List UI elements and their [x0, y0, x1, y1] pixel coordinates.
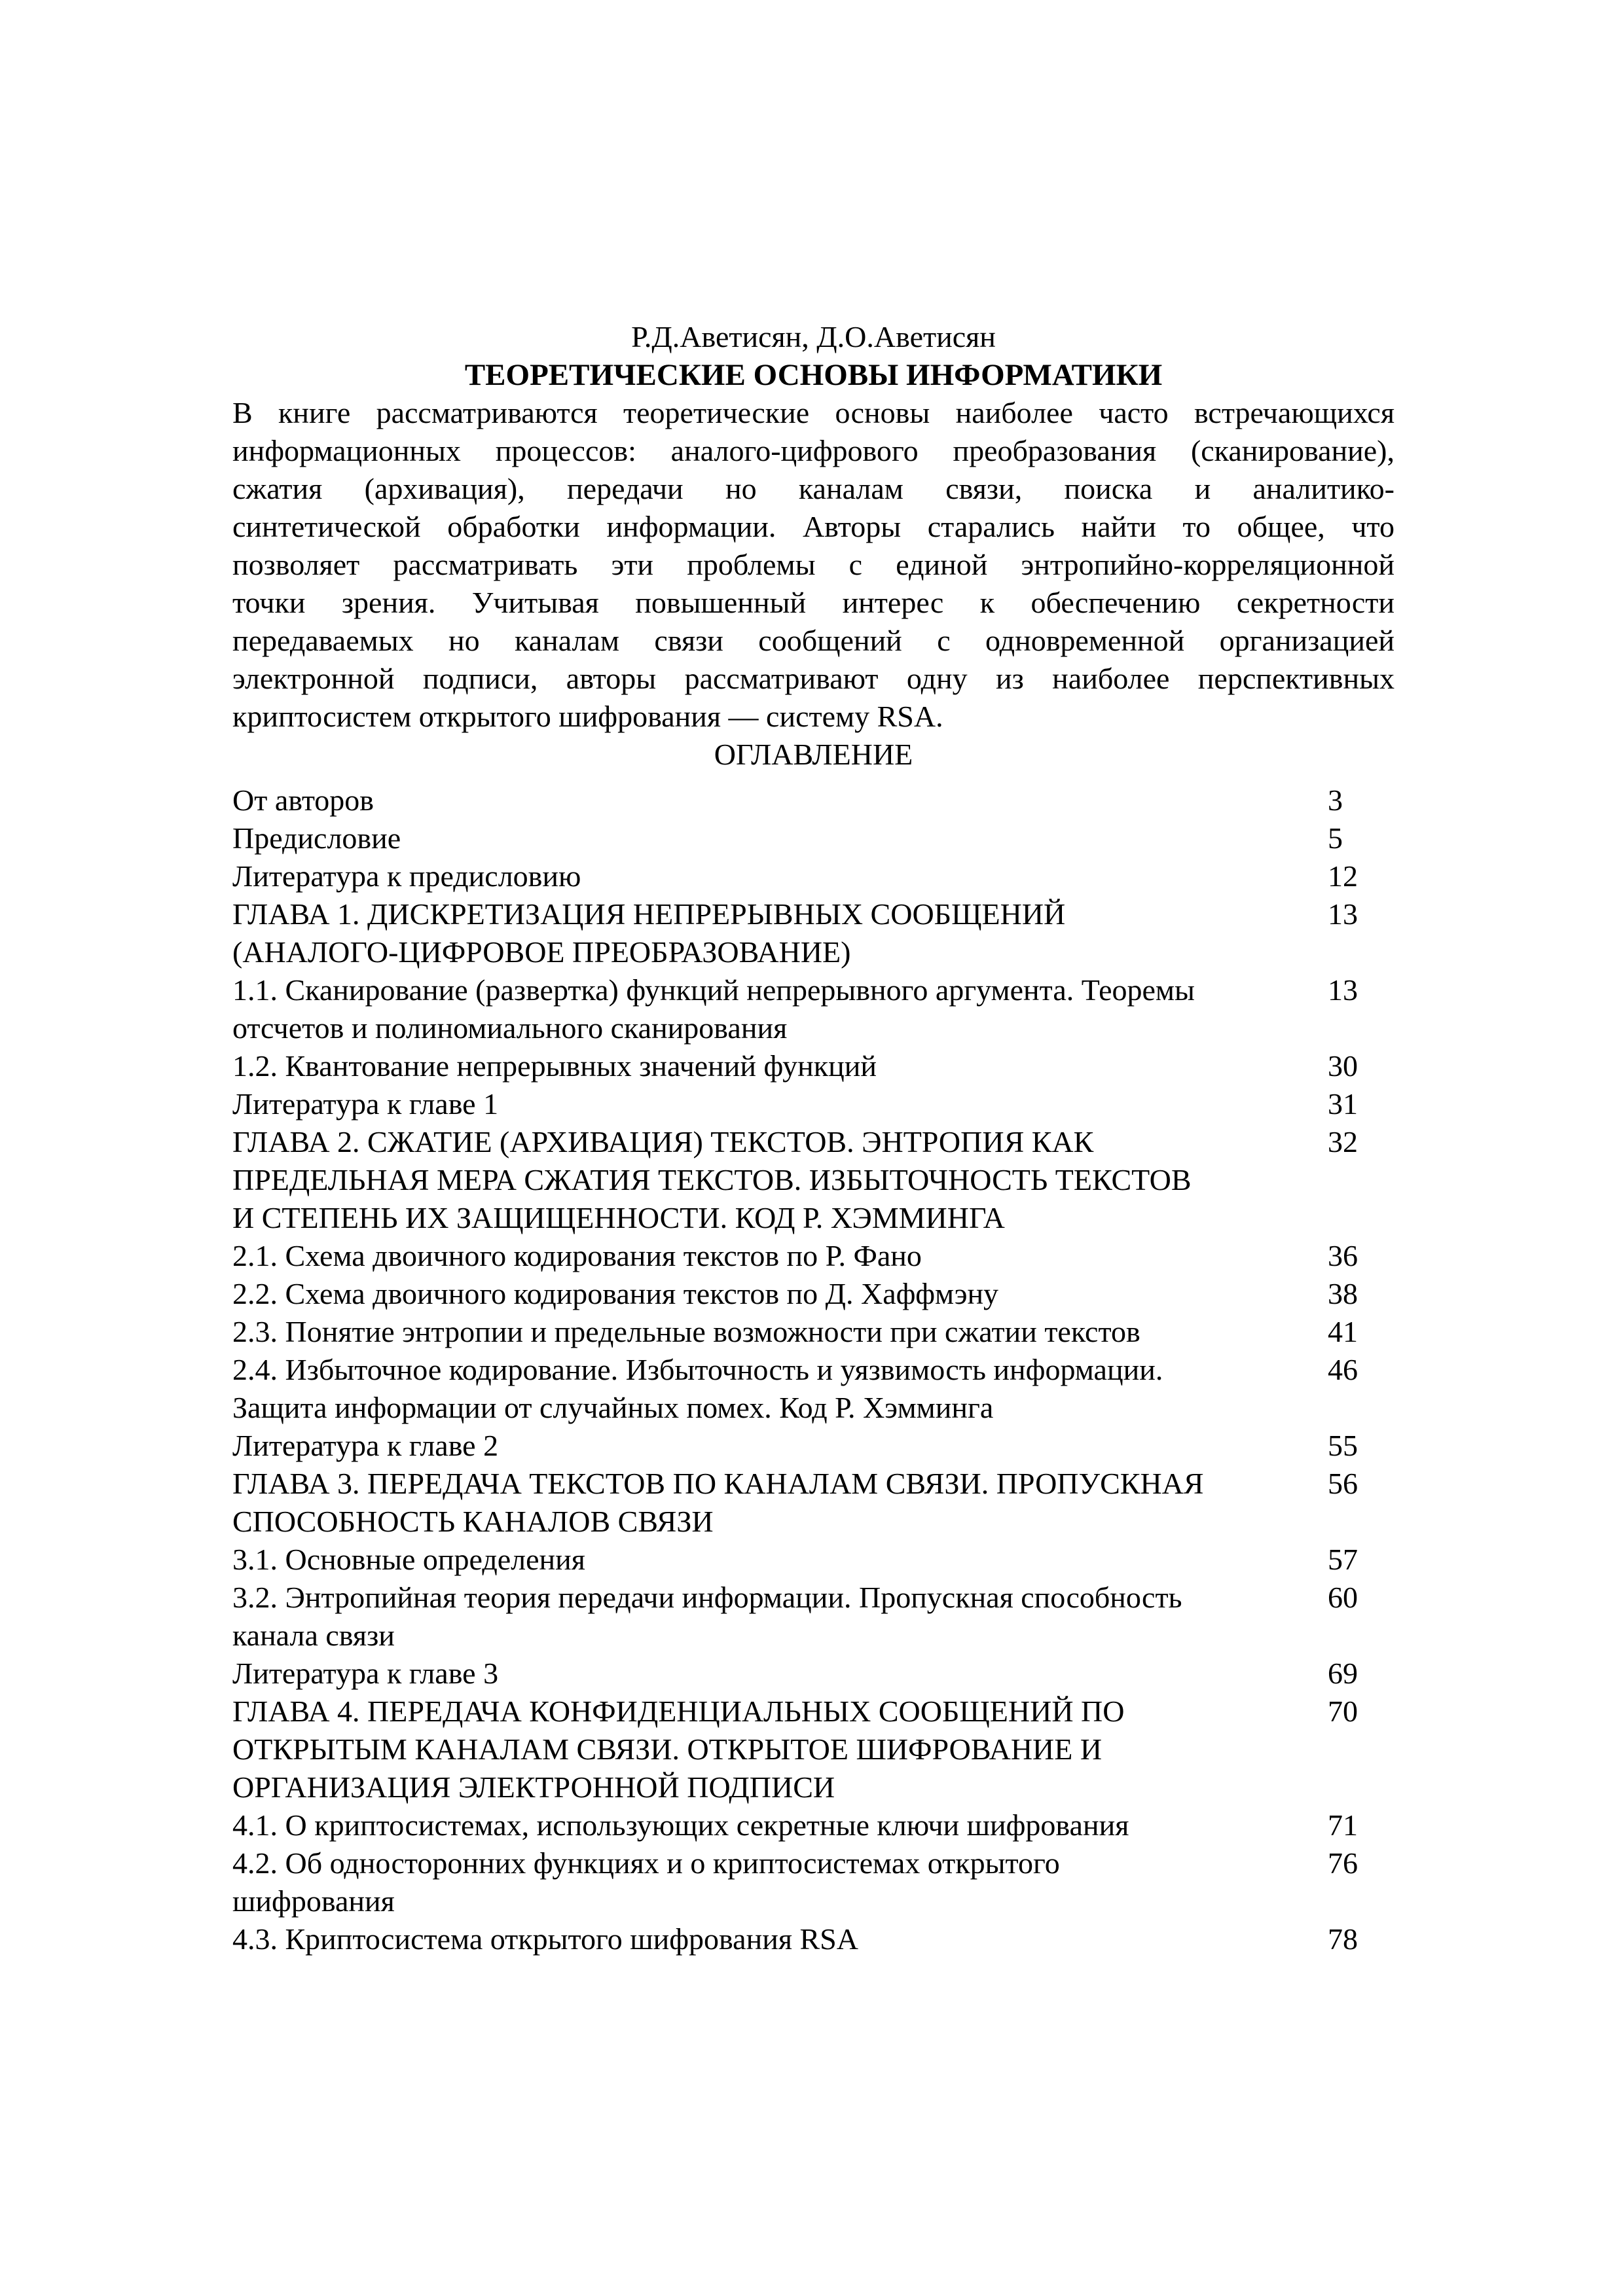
- abstract-line: позволяет рассматривать эти проблемы с единой энтропийно-корреляционной: [232, 548, 1395, 581]
- abstract-line: синтетической обработки информации. Авторы старались найти то общее, что: [232, 510, 1395, 543]
- abstract-line: криптосистем открытого шифрования — систему RSA.: [232, 700, 943, 733]
- toc-page-number: 31: [1328, 1087, 1358, 1121]
- toc-entry-title: Защита информации от случайных помех. Код Р. Хэмминга: [232, 1391, 994, 1424]
- abstract-line: электронной подписи, авторы рассматривают одну из наиболее перспективных: [232, 662, 1395, 695]
- abstract-line: информационных процессов: аналого-цифрового преобразования (сканирование),: [232, 434, 1395, 467]
- toc-line: [232, 1047, 1395, 1085]
- toc-line: [232, 1693, 1395, 1731]
- toc-entry-title: ГЛАВА 2. СЖАТИЕ (АРХИВАЦИЯ) ТЕКСТОВ. ЭНТРОПИЯ КАК: [232, 1125, 1094, 1158]
- toc-line: [232, 1009, 1395, 1047]
- toc-entry-title: 4.3. Криптосистема открытого шифрования RSA: [232, 1922, 858, 1956]
- toc-line: [232, 1313, 1395, 1351]
- toc-page-number: 76: [1328, 1846, 1358, 1880]
- toc-line: [232, 1806, 1395, 1844]
- toc-entry-title: ПРЕДЕЛЬНАЯ МЕРА СЖАТИЯ ТЕКСТОВ. ИЗБЫТОЧНОСТЬ ТЕКСТОВ: [232, 1163, 1192, 1196]
- toc-entry-title: шифрования: [232, 1884, 395, 1918]
- toc-entry-title: 1.2. Квантование непрерывных значений функций: [232, 1049, 877, 1083]
- toc-entry-title: 1.1. Сканирование (развертка) функций непрерывного аргумента. Теоремы: [232, 973, 1195, 1007]
- toc-entry-title: 3.1. Основные определения: [232, 1543, 585, 1576]
- toc-line: [232, 1731, 1395, 1768]
- toc-line: [232, 1465, 1395, 1503]
- toc-list: [232, 781, 1395, 1958]
- toc-line: [232, 1844, 1395, 1882]
- toc-line: [232, 1389, 1395, 1427]
- toc-entry-title: ОТКРЫТЫМ КАНАЛАМ СВЯЗИ. ОТКРЫТОЕ ШИФРОВАНИЕ И: [232, 1732, 1103, 1766]
- toc-line: [232, 1617, 1395, 1655]
- toc-page-number: 36: [1328, 1239, 1358, 1272]
- toc-line: [232, 971, 1395, 1009]
- toc-line: [232, 1579, 1395, 1617]
- toc-line: [232, 819, 1395, 857]
- toc-line: [232, 1882, 1395, 1920]
- toc-line: [232, 1123, 1395, 1161]
- toc-entry-title: Предисловие: [232, 821, 401, 855]
- toc-page-number: 38: [1328, 1277, 1358, 1310]
- toc-entry-title: ГЛАВА 1. ДИСКРЕТИЗАЦИЯ НЕПРЕРЫВНЫХ СООБЩЕНИЙ: [232, 897, 1066, 931]
- toc-entry-title: отсчетов и полиномиального сканирования: [232, 1011, 788, 1045]
- toc-line: [232, 1503, 1395, 1541]
- toc-line: [232, 1161, 1395, 1199]
- toc-page-number: 46: [1328, 1353, 1358, 1386]
- toc-entry-title: 2.1. Схема двоичного кодирования текстов по Р. Фано: [232, 1239, 922, 1272]
- abstract-line: точки зрения. Учитывая повышенный интерес к обеспечению секретности: [232, 586, 1395, 619]
- toc-entry-title: ГЛАВА 3. ПЕРЕДАЧА ТЕКСТОВ ПО КАНАЛАМ СВЯЗИ. ПРОПУСКНАЯ: [232, 1467, 1204, 1500]
- toc-line: [232, 1768, 1395, 1806]
- toc-entry-title: И СТЕПЕНЬ ИХ ЗАЩИЩЕННОСТИ. КОД Р. ХЭММИНГА: [232, 1201, 1005, 1234]
- toc-line: [232, 781, 1395, 819]
- toc-line: [232, 1199, 1395, 1237]
- toc-line: [232, 1541, 1395, 1579]
- toc-page-number: 70: [1328, 1695, 1358, 1728]
- toc-page-number: 78: [1328, 1922, 1358, 1956]
- toc-line: [232, 1351, 1395, 1389]
- toc-line: [232, 895, 1395, 933]
- abstract-line: сжатия (архивация), передачи но каналам связи, поиска и аналитико-: [232, 472, 1395, 505]
- toc-line: [232, 933, 1395, 971]
- toc-entry-title: ГЛАВА 4. ПЕРЕДАЧА КОНФИДЕНЦИАЛЬНЫХ СООБЩЕНИЙ ПО: [232, 1695, 1125, 1728]
- toc-line: [232, 1085, 1395, 1123]
- toc-entry-title: ОРГАНИЗАЦИЯ ЭЛЕКТРОННОЙ ПОДПИСИ: [232, 1770, 835, 1804]
- toc-page-number: 3: [1328, 783, 1343, 817]
- abstract-paragraph: [232, 394, 1395, 736]
- toc-line: [232, 1237, 1395, 1275]
- toc-entry-title: 2.2. Схема двоичного кодирования текстов по Д. Хаффмэну: [232, 1277, 999, 1310]
- toc-page-number: 60: [1328, 1581, 1358, 1614]
- toc-entry-title: канала связи: [232, 1619, 395, 1652]
- toc-entry-title: 2.4. Избыточное кодирование. Избыточность и уязвимость информации.: [232, 1353, 1163, 1386]
- toc-entry-title: 3.2. Энтропийная теория передачи информации. Пропускная способность: [232, 1581, 1182, 1614]
- toc-heading: ОГЛАВЛЕНИЕ: [714, 738, 913, 771]
- toc-entry-title: 4.1. О криптосистемах, использующих секретные ключи шифрования: [232, 1808, 1129, 1842]
- toc-page-number: 56: [1328, 1467, 1358, 1500]
- toc-entry-title: СПОСОБНОСТЬ КАНАЛОВ СВЯЗИ: [232, 1505, 714, 1538]
- toc-line: [232, 1920, 1395, 1958]
- toc-entry-title: 2.3. Понятие энтропии и предельные возможности при сжатии текстов: [232, 1315, 1140, 1348]
- toc-line: [232, 1655, 1395, 1693]
- toc-page-number: 41: [1328, 1315, 1358, 1348]
- toc-page-number: 30: [1328, 1049, 1358, 1083]
- toc-page-number: 13: [1328, 897, 1358, 931]
- toc-entry-title: Литература к главе 1: [232, 1087, 499, 1121]
- toc-entry-title: Литература к главе 3: [232, 1657, 499, 1690]
- abstract-line: передаваемых но каналам связи сообщений с одновременной организацией: [232, 624, 1395, 657]
- toc-entry-title: Литература к главе 2: [232, 1429, 499, 1462]
- toc-page-number: 71: [1328, 1808, 1358, 1842]
- toc-page-number: 55: [1328, 1429, 1358, 1462]
- toc-line: [232, 857, 1395, 895]
- toc-entry-title: (АНАЛОГО-ЦИФРОВОЕ ПРЕОБРАЗОВАНИЕ): [232, 935, 851, 969]
- text-block: [232, 318, 1395, 1958]
- toc-page-number: 57: [1328, 1543, 1358, 1576]
- toc-page-number: 13: [1328, 973, 1358, 1007]
- toc-line: [232, 1275, 1395, 1313]
- toc-entry-title: 4.2. Об односторонних функциях и о криптосистемах открытого: [232, 1846, 1060, 1880]
- toc-entry-title: Литература к предисловию: [232, 859, 581, 893]
- toc-page-number: 12: [1328, 859, 1358, 893]
- toc-entry-title: От авторов: [232, 783, 374, 817]
- book-title: ТЕОРЕТИЧЕСКИЕ ОСНОВЫ ИНФОРМАТИКИ: [464, 358, 1163, 392]
- authors-line: Р.Д.Аветисян, Д.О.Аветисян: [631, 320, 996, 353]
- toc-page-number: 32: [1328, 1125, 1358, 1158]
- toc-page-number: 5: [1328, 821, 1343, 855]
- abstract-line: В книге рассматриваются теоретические основы наиболее часто встречающихся: [232, 396, 1395, 429]
- toc-page-number: 69: [1328, 1657, 1358, 1690]
- toc-line: [232, 1427, 1395, 1465]
